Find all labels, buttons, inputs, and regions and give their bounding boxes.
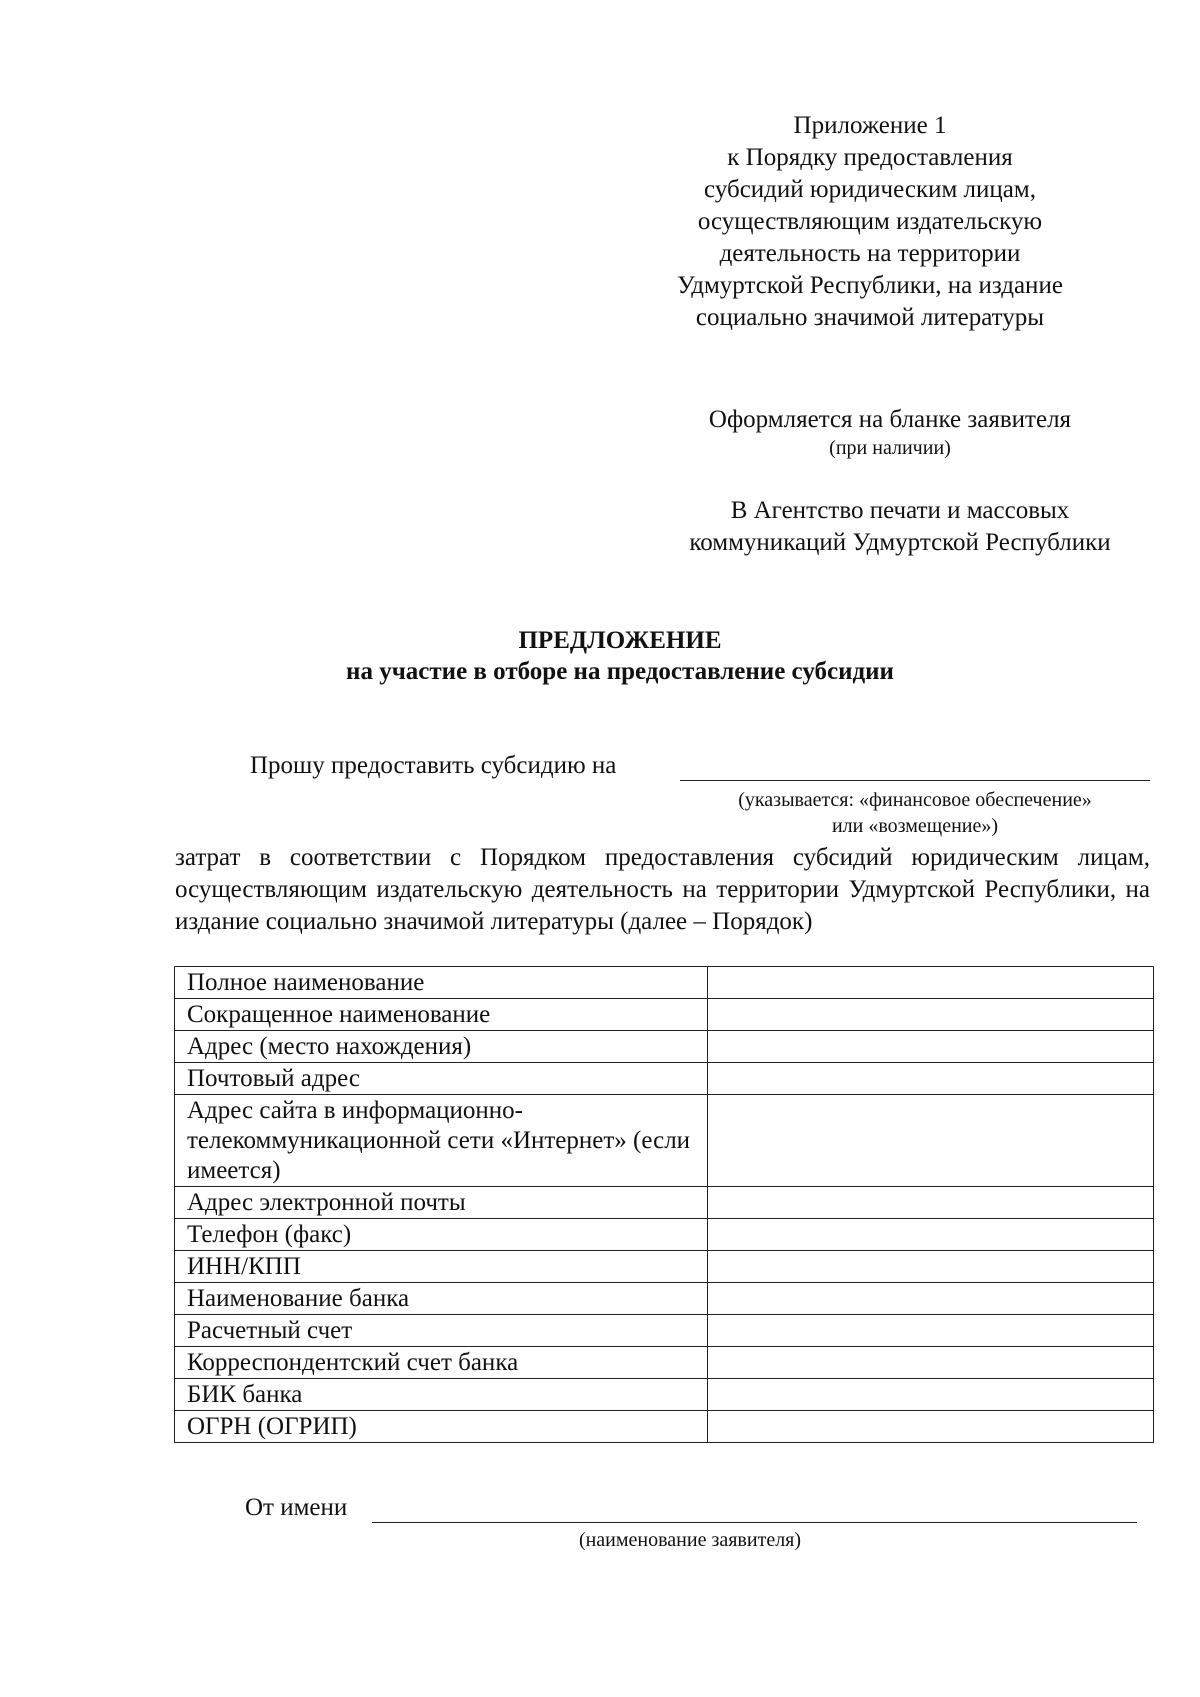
title-subtitle: на участие в отборе на предоставление субсидии	[346, 658, 894, 685]
row-label: Телефон (факс)	[175, 1219, 708, 1251]
table-row	[175, 1187, 1154, 1219]
row-label: Сокращенное наименование	[175, 999, 708, 1031]
table-row	[175, 1283, 1154, 1315]
row-label: Расчетный счет	[175, 1315, 708, 1347]
row-value-cell[interactable]	[708, 1187, 1154, 1219]
row-value-cell[interactable]	[708, 967, 1154, 999]
request-fill-line[interactable]	[680, 780, 1150, 781]
letterhead-note-hint: (при наличии)	[829, 437, 951, 459]
table-row	[175, 999, 1154, 1031]
letterhead-note-text: Оформляется на бланке заявителя	[708, 406, 1072, 433]
row-label: Корреспондентский счет банка	[175, 1347, 708, 1379]
addressee-block	[640, 495, 1160, 559]
appendix-line: осуществляющим издательскую	[697, 208, 1043, 235]
appendix-header	[620, 110, 1120, 334]
row-value-cell[interactable]	[708, 1063, 1154, 1095]
table-row	[175, 1411, 1154, 1443]
row-value-cell[interactable]	[708, 1347, 1154, 1379]
row-value-cell[interactable]	[708, 1031, 1154, 1063]
signature-hint: (наименование заявителя)	[578, 1529, 802, 1551]
table-row	[175, 1219, 1154, 1251]
table-row	[175, 1379, 1154, 1411]
applicant-info-table	[174, 966, 1154, 1443]
table-row	[175, 967, 1154, 999]
row-label: Адрес электронной почты	[175, 1187, 708, 1219]
appendix-line: субсидий юридическим лицам,	[704, 176, 1036, 203]
row-value-cell[interactable]	[708, 1379, 1154, 1411]
table-row	[175, 1347, 1154, 1379]
table-row	[175, 1315, 1154, 1347]
request-hint-line: или «возмещение»)	[831, 815, 999, 837]
row-value-cell[interactable]	[708, 1411, 1154, 1443]
row-value-cell[interactable]	[708, 1219, 1154, 1251]
row-label: Почтовый адрес	[175, 1063, 708, 1095]
row-value-cell[interactable]	[708, 1283, 1154, 1315]
appendix-line: к Порядку предоставления	[727, 144, 1013, 171]
request-hint-line: (указывается: «финансовое обеспечение»	[738, 789, 1092, 811]
request-text: Прошу предоставить субсидию на	[250, 752, 617, 779]
row-value-cell[interactable]	[708, 1315, 1154, 1347]
addressee-line: В Агентство печати и массовых	[730, 497, 1070, 524]
table-row	[175, 1063, 1154, 1095]
letterhead-note	[650, 405, 1130, 461]
row-value-cell[interactable]	[708, 1095, 1154, 1187]
table-row	[175, 1251, 1154, 1283]
document-title	[170, 625, 1070, 687]
request-hint	[690, 787, 1140, 839]
row-label: ИНН/КПП	[175, 1251, 708, 1283]
row-label: БИК банка	[175, 1379, 708, 1411]
body-paragraph: затрат в соответствии с Порядком предоставления субсидий юридическим лицам, осуществляющим издательскую деятельность на территории Удмуртской Республики, на издание социально значимой литературы (далее – Порядок)	[175, 844, 1150, 935]
table-row	[175, 1095, 1154, 1187]
signature-label: От имени	[245, 1494, 348, 1521]
row-label: Адрес (место нахождения)	[175, 1031, 708, 1063]
row-label: Наименование банка	[175, 1283, 708, 1315]
row-label: Адрес сайта в информационно-телекоммуникационной сети «Интернет» (если имеется)	[175, 1095, 708, 1187]
applicant-name-line[interactable]	[372, 1522, 1137, 1523]
appendix-line: социально значимой литературы	[695, 304, 1045, 331]
row-value-cell[interactable]	[708, 1251, 1154, 1283]
row-label: Полное наименование	[175, 967, 708, 999]
row-label: ОГРН (ОГРИП)	[175, 1411, 708, 1443]
appendix-line: Приложение 1	[793, 112, 947, 139]
table-row	[175, 1031, 1154, 1063]
appendix-line: Удмуртской Республики, на издание	[677, 272, 1063, 299]
addressee-line: коммуникаций Удмуртской Республики	[689, 529, 1111, 556]
title-main: ПРЕДЛОЖЕНИЕ	[518, 627, 722, 654]
appendix-line: деятельность на территории	[719, 240, 1021, 267]
row-value-cell[interactable]	[708, 999, 1154, 1031]
